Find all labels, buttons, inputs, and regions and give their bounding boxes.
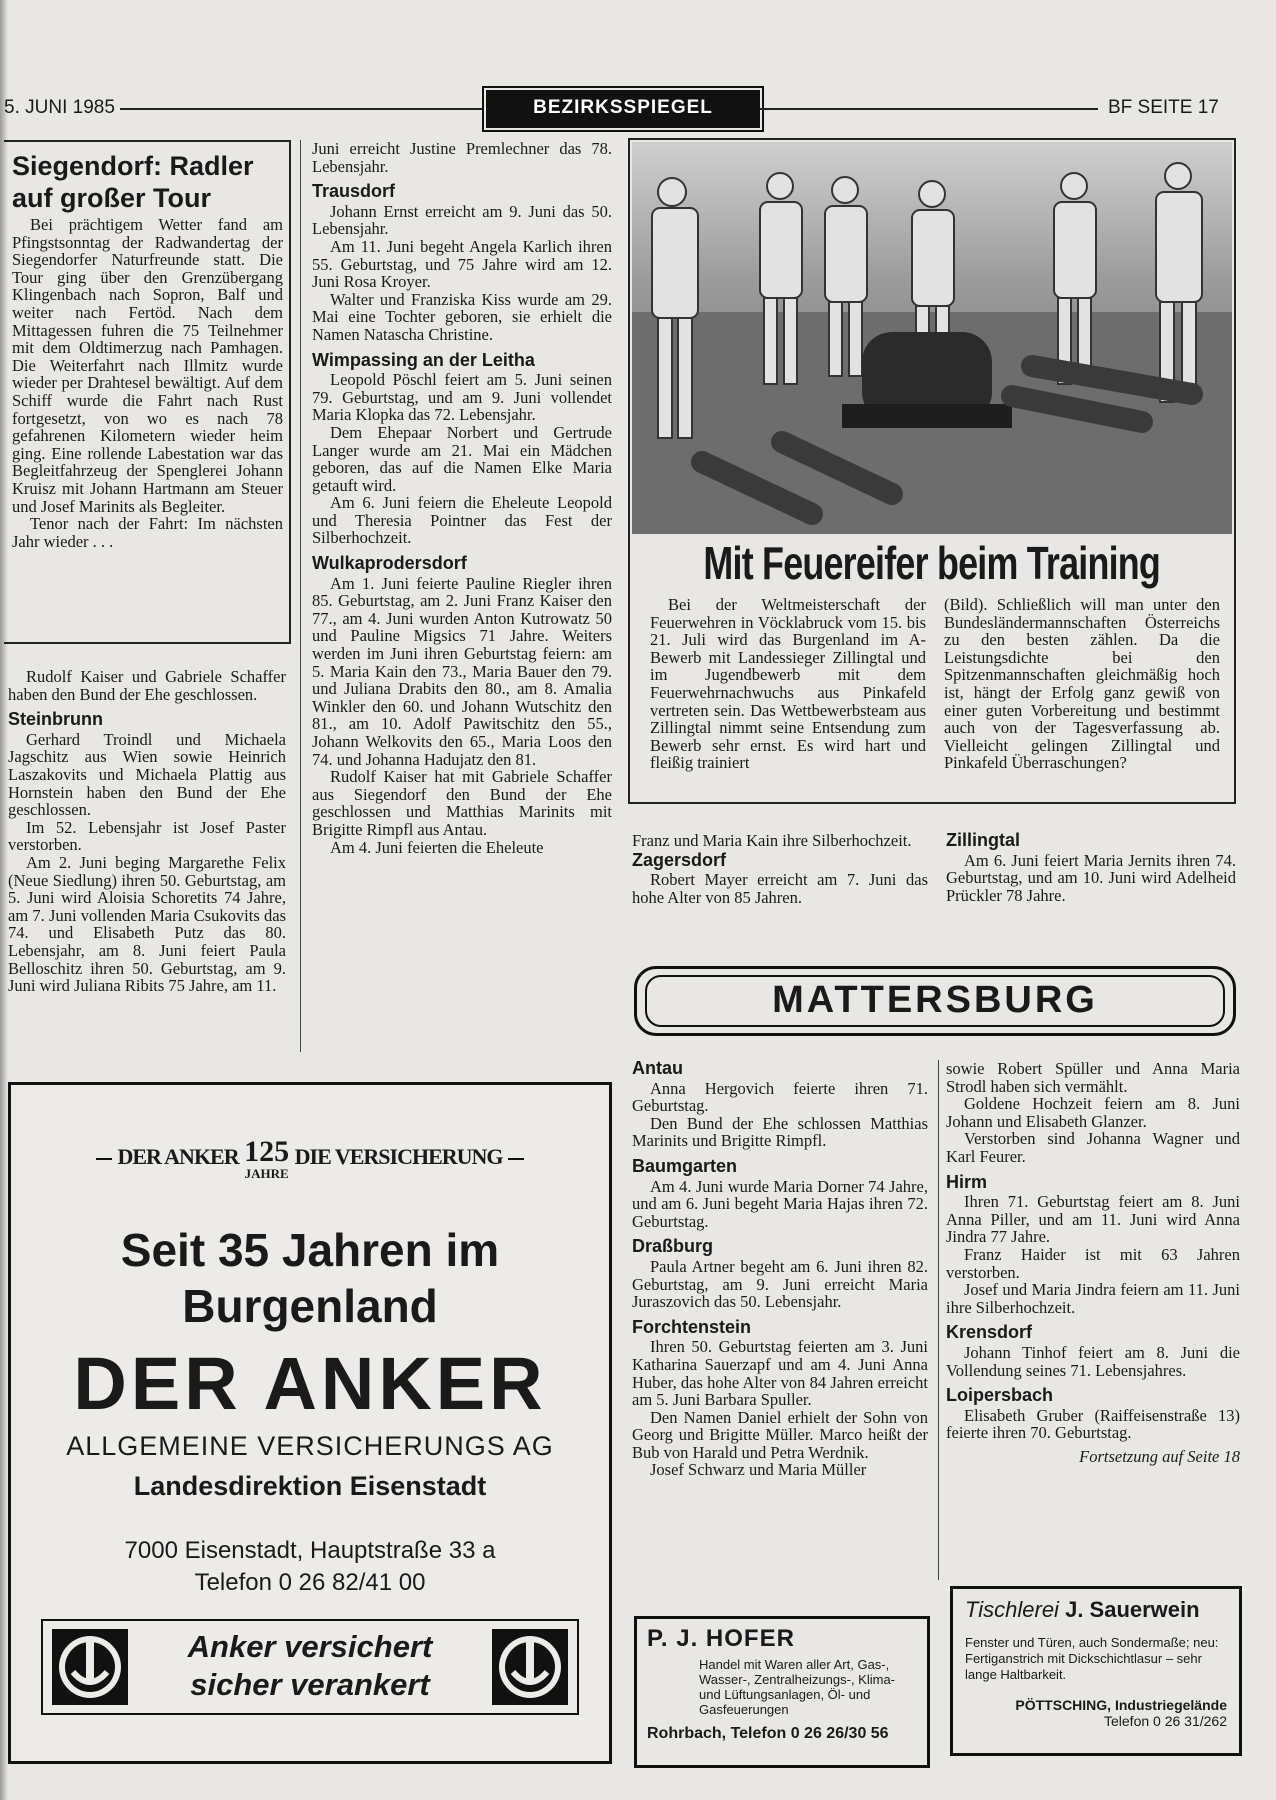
heading-krensdorf: Krensdorf [946, 1322, 1033, 1343]
drassburg-1: Paula Artner begeht am 6. Juni ihren 82. Geburtstag, am 9. Juni erreicht Maria Juraszovich das 50. Lebensjahr. [632, 1256, 928, 1312]
tischlerei-name-italic: Tischlerei [965, 1597, 1059, 1622]
hofer-desc: Handel mit Waren aller Art, Gas-, Wasser-, Zentralheizungs-, Klima- und Lüftungsanlagen, Öl- und Gasfeuerungen [699, 1657, 896, 1717]
heading-forchtenstein: Forchtenstein [632, 1316, 752, 1337]
premlechner: Juni erreicht Justine Premlechner das 78. Lebensjahr. [312, 139, 612, 176]
forchtenstein-3: Josef Schwarz und Maria Müller [650, 1460, 867, 1480]
glanzer: Goldene Hochzeit feiern am 8. Juni Johann und Elisabeth Glanzer. [946, 1094, 1240, 1131]
wagner-feurer: Verstorben sind Johanna Wagner und Karl Feurer. [946, 1129, 1240, 1166]
col3-mid [632, 832, 928, 906]
steinbrunn-p3: Am 2. Juni beging Margarethe Felix (Neue Siedlung) ihren 50. Geburtstag, am 5. Juni wird Aloisia Schoretits 74 Jahre, am 7. Juni vollenden Maria Csukovits das 74. und Elisabeth Putz das 80. Lebensjahr, am 8. Juni feiert Paula Belloschitz ihren 50. Geburtstag, am 9. Juni wird Juliana Ribits 75 Jahre, am 11. [8, 852, 286, 996]
anker-address: 7000 Eisenstadt, Hauptstraße 33 a [124, 1537, 496, 1564]
anker-brand-jahre: JAHRE [244, 1166, 289, 1181]
header-page: BF SEITE 17 [1108, 97, 1219, 118]
photo-headline [630, 536, 1234, 590]
wimpassing-1: Leopold Pöschl feiert am 5. Juni seinen 79. Geburtstag, und am 9. Juni vollendet Maria Klopka das 72. Lebensjahr. [312, 370, 612, 425]
anker-ad [8, 1082, 612, 1764]
tischlerei-phone: Telefon 0 26 31/262 [1104, 1713, 1227, 1729]
zillingtal-text: Am 6. Juni feiert Maria Jernits ihren 74. Geburtstag, und am 10. Juni wird Adelheid Prückler 78 Jahre. [946, 850, 1236, 905]
anker-brand-num: 125 [244, 1135, 290, 1168]
heading-zagersdorf: Zagersdorf [632, 849, 727, 870]
heading-hirm: Hirm [946, 1171, 988, 1192]
col-divider-2 [938, 1060, 939, 1580]
anker-slogan-2: sicher verankert [190, 1667, 430, 1702]
hofer-contact: Rohrbach, Telefon 0 26 26/30 56 [647, 1725, 889, 1742]
trausdorf-1: Johann Ernst erreicht am 9. Juni das 50. Lebensjahr. [312, 201, 612, 239]
anker-dept: Landesdirektion Eisenstadt [133, 1471, 487, 1501]
tischlerei-desc: Fenster und Türen, auch Sondermaße; neu: Fertiganstrich mit Dickschichtlasur – sehr lange Haltbarkeit. [965, 1635, 1219, 1682]
heading-wulkaprodersdorf: Wulkaprodersdorf [312, 553, 467, 574]
hofer-name: P. J. HOFER [647, 1625, 795, 1652]
col-divider-1 [300, 140, 301, 1052]
anker-logo-icon-right [491, 1628, 569, 1706]
steinbrunn-p1: Gerhard Troindl und Michaela Jagschitz aus Wien sowie Heinrich Laszakovits und Michaela Plattig aus Hornstein haben den Bund der Ehe geschlossen. [8, 729, 286, 820]
tischlerei-place: PÖTTSCHING, Industriegelände [1015, 1697, 1227, 1713]
anker-brand-right: DIE VERSICHERUNG [294, 1144, 503, 1170]
anker-phone: Telefon 0 26 82/41 00 [194, 1569, 426, 1596]
heading-steinbrunn: Steinbrunn [8, 709, 103, 730]
anker-logo-icon-left [51, 1628, 129, 1706]
trausdorf-3: Walter und Franziska Kiss wurde am 29. Mai eine Tochter geboren, sie erhielt die Namen Natascha Christine. [312, 289, 612, 344]
hirm-1: Ihren 71. Geburtstag feiert am 8. Juni Anna Piller, und am 11. Juni wird Anna Jindra 77 Jahre. [946, 1192, 1240, 1247]
tischlerei-name [965, 1597, 1227, 1623]
trausdorf-2: Am 11. Juni begeht Angela Karlich ihren 55. Geburtstag, und 75 Jahre wird am 12. Juni Rosa Kroyer. [312, 236, 612, 292]
col2 [312, 140, 612, 856]
photo-box [628, 138, 1236, 804]
fire-pump [842, 332, 1012, 428]
baumgarten-1: Am 4. Juni wurde Maria Dorner 74 Jahre, und am 6. Juni begeht Maria Hajas ihren 72. Geburtstag. [632, 1176, 928, 1231]
anker-brand-line [11, 1137, 609, 1181]
antau-1: Anna Hergovich feierte ihren 71. Geburtstag. [632, 1078, 928, 1116]
tischlerei-ad [950, 1586, 1242, 1756]
anker-brand-rule-right [508, 1158, 524, 1160]
hirm-3: Josef und Maria Jindra feiern am 11. Juni ihre Silberhochzeit. [946, 1280, 1240, 1317]
col1-continued [8, 668, 286, 995]
spueller: sowie Robert Spüller und Anna Maria Strodl haben sich vermählt. [946, 1059, 1240, 1096]
siegendorf-box [4, 140, 291, 644]
heading-loipersbach: Loipersbach [946, 1385, 1054, 1406]
heading-drassburg: Draßburg [632, 1236, 713, 1257]
hirm-2: Franz Haider ist mit 63 Jahren verstorben. [946, 1244, 1240, 1282]
anker-slogan-box [41, 1619, 579, 1715]
zagersdorf-text: Robert Mayer erreicht am 7. Juni das hohe Alter von 85 Jahren. [632, 870, 928, 907]
mattersburg-banner [634, 966, 1236, 1036]
kain-silver: Franz und Maria Kain ihre Silberhochzeit. [632, 831, 912, 850]
anker-headline-2: Burgenland [182, 1280, 438, 1332]
header-section [486, 90, 760, 128]
anker-brand-rule-left [96, 1158, 112, 1160]
forchtenstein-1: Ihren 50. Geburtstag feierten am 3. Juni Katharina Sauerzapf und am 4. Juni Anna Huber, das hohe Alter von 84 Jahren erreicht am 5. Juni Barbara Spuller. [632, 1337, 928, 1410]
tischlerei-name-bold: J. Sauerwein [1065, 1597, 1200, 1622]
heading-baumgarten: Baumgarten [632, 1155, 738, 1176]
header-section-label: BEZIRKSSPIEGEL [533, 97, 713, 118]
wulka-2: Rudolf Kaiser hat mit Gabriele Schaffer aus Siegendorf den Bund der Ehe geschlossen und Matthias Marinits mit Brigitte Rimpfl aus Antau. [312, 767, 612, 839]
siegendorf-body [12, 216, 283, 550]
mattersburg-col-left [632, 1060, 928, 1479]
wulka-3: Am 4. Juni feierten die Eheleute [330, 837, 544, 857]
heading-trausdorf: Trausdorf [312, 181, 396, 202]
photo-caption-right: (Bild). Schließlich will man unter den Bundesländermannschaften Österreichs zu den besten zählen. Da die Leistungsdichte bei den Spitzenmannschaften gleichmäßig hoch ist, hängt der Erfolg ganz gewiß von einer guten Vorbereitung und bestimmt auch von der Tagesverfassung ab. Vielleicht gelingen Zillingtal und Pinkafeld Überraschungen? [944, 595, 1220, 773]
wimpassing-3: Am 6. Juni feiern die Eheleute Leopold und Theresia Pointner das Fest der Silberhochzeit. [312, 493, 612, 548]
siegendorf-title-2: auf großer Tour [12, 183, 211, 213]
siegendorf-text: Bei prächtigem Wetter fand am Pfingstsonntag der Radwandertag der Siegendorfer Naturfreunde statt. Die Tour ging über den Grenzübergang Klingenbach nach Sopron, Balf und weiter nach Fertöd. Nach dem Mittagessen fuhren die 75 Teilnehmer mit dem Oldtimerzug nach Pamhagen. Die Weiterfahrt nach Illmitz wurde wieder per Drahtesel bewältigt. Auf dem Schiff wurde die Fahrt nach Rust fortgesetzt, von wo es nach 78 gefahrenen Kilometern wieder heim ging. Eine rollende Labestation war das Begleitfahrzeug der Spenglerei Johann Kruisz mit Johann Hartmann am Steuer und Josef Marinits als Begleiter. [12, 215, 283, 516]
steinbrunn-p2: Im 52. Lebensjahr ist Josef Paster verstorben. [8, 817, 286, 855]
mattersburg-title: MATTERSBURG [772, 979, 1098, 1021]
heading-wimpassing: Wimpassing an der Leitha [312, 349, 535, 370]
heading-antau: Antau [632, 1058, 683, 1078]
anker-brand-num-wrap [244, 1137, 289, 1181]
anker-brand-left: DER ANKER [117, 1144, 239, 1170]
kaiser-wedding: Rudolf Kaiser und Gabriele Schaffer haben den Bund der Ehe geschlossen. [8, 667, 286, 704]
wimpassing-2: Dem Ehepaar Norbert und Gertrude Langer wurde am 21. Mai ein Mädchen geboren, das auf die Namen Elke Maria getauft wird. [312, 422, 612, 495]
loipersbach-1: Elisabeth Gruber (Raiffeisenstraße 13) feierte ihren 70. Geburtstag. [946, 1405, 1240, 1443]
firefighters-photo [632, 142, 1232, 534]
wulka-1: Am 1. Juni feierte Pauline Riegler ihren 85. Geburtstag, am 2. Juni Franz Kaiser den 77., am 4. Juni wurden Anton Kutrowatz 50 und Pauline Migsics 71 Jahre. Weiters werden im Juni ihren Geburtstag feiern: am 5. Maria Kain den 73., Maria Bauer den 79. und Juliana Drabits den 80., am 8. Amalia Winkler den 60. und Johann Wutschitz den 81., am 10. Adolf Pawitschitz den 55., Johann Welkovits den 65., Maria Loos den 74. und Johanna Hadujatz den 81. [312, 573, 612, 769]
mattersburg-col-right [946, 1060, 1240, 1465]
siegendorf-title-1: Siegendorf: Radler [12, 151, 254, 181]
krensdorf-1: Johann Tinhof feiert am 8. Juni die Vollendung seines 71. Lebensjahres. [946, 1342, 1240, 1380]
anker-name: DER ANKER [73, 1342, 547, 1425]
anker-headline-1: Seit 35 Jahren im [120, 1224, 500, 1276]
header-rule-left [120, 108, 486, 110]
continuation-note: Fortsetzung auf Seite 18 [1079, 1446, 1240, 1466]
hofer-ad [634, 1616, 930, 1768]
siegendorf-closing: Tenor nach der Fahrt: Im nächsten Jahr wieder . . . [12, 514, 283, 551]
antau-2: Den Bund der Ehe schlossen Matthias Marinits und Brigitte Rimpfl. [632, 1113, 928, 1151]
photo-caption-left: Bei der Weltmeisterschaft der Feuerwehren in Vöcklabruck vom 15. bis 21. Juli wird das Burgenland im A-Bewerb mit Landessieger Zillingtal und im Jugendbewerb mit dem Feuerwehrnachwuchs aus Pinkafeld vertreten sein. Das Wettbewerbsteam aus Zillingtal nimmt seine Entsendung zum Bewerb sehr ernst. Es wird hart und fleißig trainiert [650, 595, 926, 773]
forchtenstein-2: Den Namen Daniel erhielt der Sohn von Georg und Brigitte Müller. Marco heißt der Bub von Harald und Petra Werdnik. [632, 1407, 928, 1462]
col4-mid [946, 832, 1236, 904]
header-date: 5. JUNI 1985 [4, 97, 115, 118]
photo-headline-text: Mit Feuereifer beim Training [703, 537, 1161, 589]
anker-company: ALLGEMEINE VERSICHERUNGS AG [66, 1431, 554, 1461]
anker-slogan-1: Anker versichert [187, 1629, 433, 1664]
header-rule-right [760, 108, 1098, 110]
heading-zillingtal: Zillingtal [946, 830, 1020, 850]
